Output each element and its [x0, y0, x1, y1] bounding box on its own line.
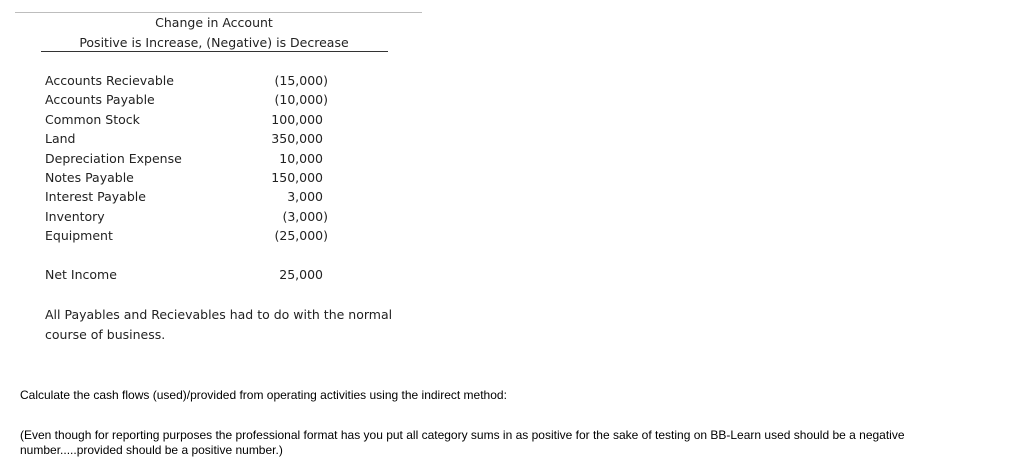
account-amount: 10,000	[279, 151, 323, 166]
account-label: Common Stock	[45, 112, 140, 127]
account-row-equipment	[45, 228, 335, 246]
question-instruction: Calculate the cash flows (used)/provided from operating activities using the indirect method:	[20, 388, 507, 402]
account-row-accounts-receivable	[45, 73, 335, 91]
account-row-depreciation-expense	[45, 151, 335, 169]
account-amount: 100,000	[271, 112, 323, 127]
account-label: Interest Payable	[45, 189, 146, 204]
account-amount: (10,000)	[274, 92, 328, 107]
header-underline	[41, 51, 388, 52]
account-row-land	[45, 131, 335, 149]
account-row-common-stock	[45, 112, 335, 130]
account-amount: (3,000)	[282, 209, 328, 224]
business-note: All Payables and Recievables had to do with the normal course of business.	[45, 307, 393, 342]
top-rule	[15, 12, 422, 13]
account-row-accounts-payable	[45, 92, 335, 110]
account-amount: 350,000	[271, 131, 323, 146]
account-row-interest-payable	[45, 189, 335, 207]
question-parenthetical: (Even though for reporting purposes the professional format has you put all category sums in as positive for the sake of testing on BB-Learn used should be a negative number.....provided should be a positive number.)	[20, 428, 905, 457]
account-amount: (25,000)	[274, 228, 328, 243]
account-amount: (15,000)	[274, 73, 328, 88]
account-label: Equipment	[45, 228, 113, 243]
table-subtitle: Positive is Increase, (Negative) is Decrease	[79, 35, 349, 50]
net-income-label: Net Income	[45, 267, 117, 282]
net-income-row	[45, 267, 335, 285]
account-row-notes-payable	[45, 170, 335, 188]
account-amount: 3,000	[287, 189, 323, 204]
account-label: Accounts Payable	[45, 92, 155, 107]
account-label: Depreciation Expense	[45, 151, 182, 166]
table-title: Change in Account	[155, 15, 273, 30]
account-row-inventory	[45, 209, 335, 227]
net-income-amount: 25,000	[279, 267, 323, 282]
account-label: Notes Payable	[45, 170, 134, 185]
account-label: Inventory	[45, 209, 105, 224]
account-label: Land	[45, 131, 76, 146]
account-label: Accounts Recievable	[45, 73, 174, 88]
account-amount: 150,000	[271, 170, 323, 185]
